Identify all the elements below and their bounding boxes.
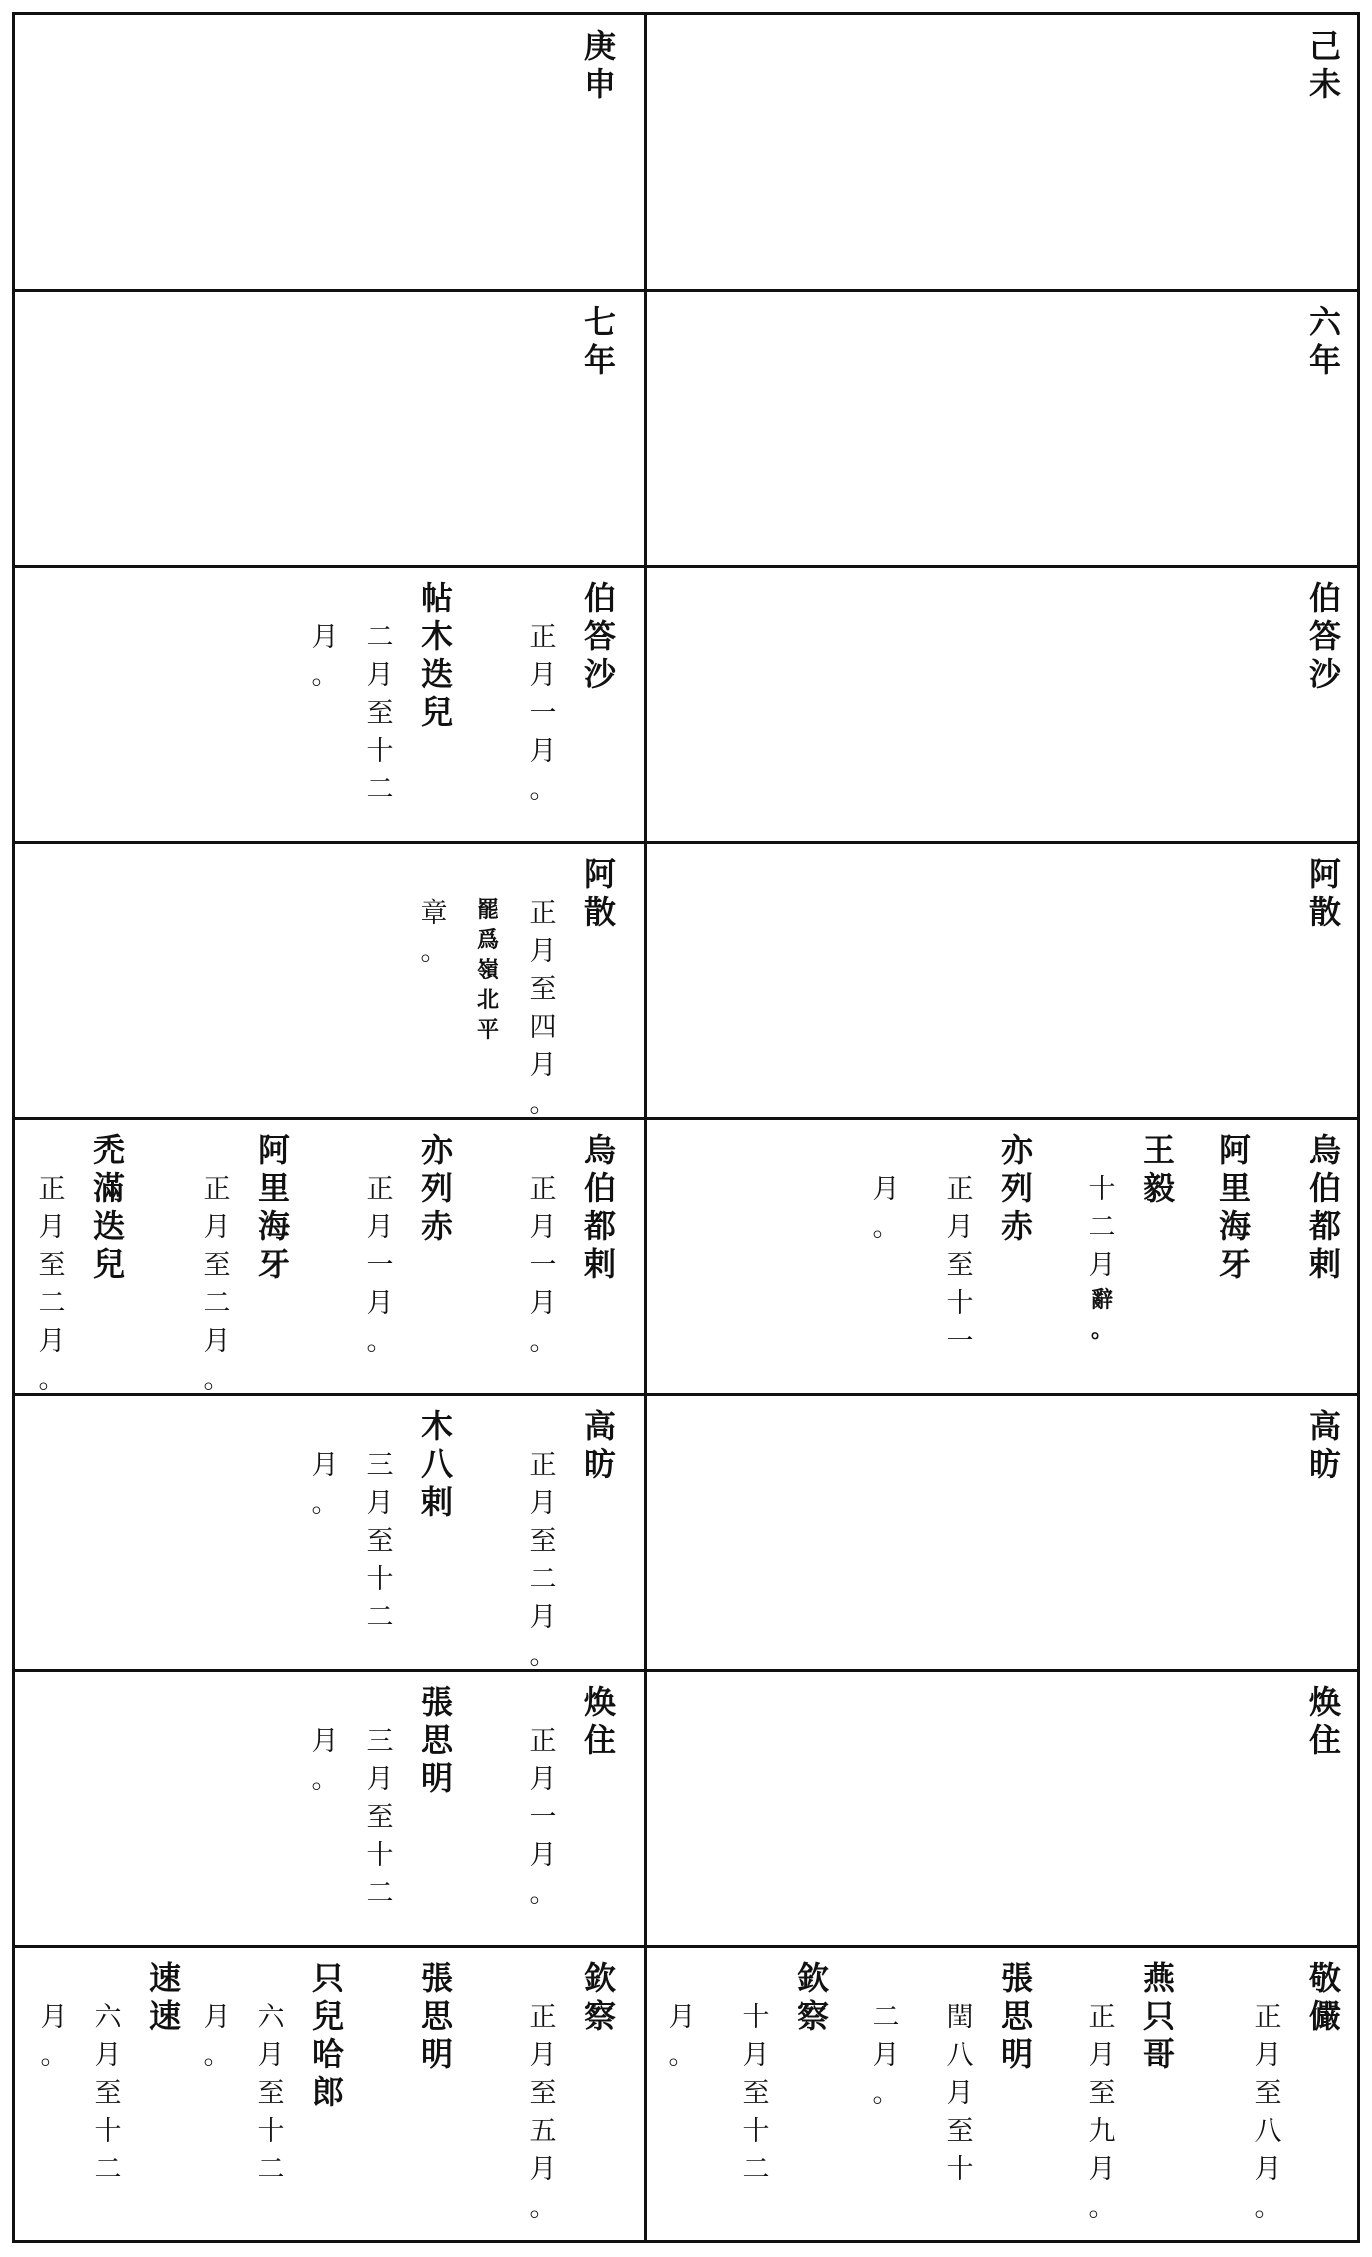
official-name: 伯 答 沙 (583, 579, 616, 693)
tenure-note: 月 。 (311, 1450, 339, 1519)
tenure-note: 正 月 至 十 一 (946, 1174, 974, 1357)
year-header: 庚 申 (583, 27, 616, 103)
tenure-note: 月 。 (668, 2002, 696, 2071)
tenure-note: 正 月 一 月 。 (529, 1726, 557, 1909)
official-name: 焕 住 (583, 1683, 616, 1759)
left-cell (15, 567, 644, 841)
right-cell (647, 1671, 1357, 1945)
year-header: 己 未 (1308, 27, 1341, 103)
official-name: 燕 只 哥 (1142, 1959, 1175, 2073)
tenure-note: 十 月 至 十 二 (742, 2002, 770, 2185)
right-cell (647, 843, 1357, 1117)
tenure-note: 正 月 至 九 月 。 (1088, 2002, 1116, 2221)
official-name: 高 昉 (1308, 1407, 1341, 1483)
tenure-note: 正 月 至 二 月 。 (38, 1174, 66, 1393)
official-name: 欽 察 (796, 1959, 829, 2035)
official-name: 亦 列 赤 (1000, 1131, 1033, 1245)
right-cell (647, 1947, 1357, 2221)
tenure-note: 月 。 (311, 1726, 339, 1795)
tenure-note: 章 。 (420, 898, 448, 967)
official-name: 王 毅 (1142, 1131, 1175, 1207)
official-name: 阿 散 (1308, 855, 1341, 931)
official-name: 只 兒 哈 郎 (311, 1959, 344, 2111)
right-cell (647, 567, 1357, 841)
tenure-note: 正 月 一 月 。 (366, 1174, 394, 1357)
left-cell (15, 1947, 644, 2221)
left-cell (15, 1119, 644, 1393)
official-name: 高 昉 (583, 1407, 616, 1483)
official-name: 焕 住 (1308, 1683, 1341, 1759)
official-name: 敬 儼 (1308, 1959, 1341, 2035)
official-name: 烏 伯 都 剌 (583, 1131, 616, 1283)
official-name: 木 八 剌 (420, 1407, 453, 1521)
left-cell (15, 843, 644, 1117)
right-cell (647, 15, 1357, 289)
tenure-note: 正 月 一 月 。 (529, 1174, 557, 1357)
official-name: 亦 列 赤 (420, 1131, 453, 1245)
tenure-note: 月 。 (40, 2002, 68, 2071)
official-name: 速 速 (148, 1959, 181, 2035)
left-cell (15, 15, 644, 289)
tenure-note: 六 月 至 十 二 (94, 2002, 122, 2185)
official-name: 禿 滿 迭 兒 (92, 1131, 125, 1283)
tenure-note: 二 月 。 (872, 2002, 900, 2109)
right-cell (647, 291, 1357, 565)
left-cell (15, 291, 644, 565)
tenure-note: 二 月 至 十 二 (366, 622, 394, 805)
official-name: 阿 里 海 牙 (257, 1131, 290, 1283)
official-name: 烏 伯 都 剌 (1308, 1131, 1341, 1283)
tenure-note: 月 。 (311, 622, 339, 691)
tenure-note: 月 。 (203, 2002, 231, 2071)
official-name: 欽 察 (583, 1959, 616, 2035)
official-name: 阿 散 (583, 855, 616, 931)
left-cell (15, 1671, 644, 1945)
tenure-note: 辭 。 (1090, 1287, 1113, 1343)
official-name: 阿 里 海 牙 (1218, 1131, 1251, 1283)
right-cell (647, 1395, 1357, 1669)
tenure-note: 正 月 至 四 月 。 (529, 898, 557, 1117)
official-name: 張 思 明 (1000, 1959, 1033, 2073)
tenure-note: 三 月 至 十 二 (366, 1726, 394, 1909)
tenure-note: 正 月 至 二 月 。 (203, 1174, 231, 1393)
tenure-note: 正 月 一 月 。 (529, 622, 557, 805)
tenure-note: 閏 八 月 至 十 (946, 2002, 974, 2185)
left-cell (15, 1395, 644, 1669)
tenure-note: 六 月 至 十 二 (257, 2002, 285, 2185)
tenure-note: 十 二 月 (1088, 1174, 1116, 1281)
tenure-note: 正 月 至 八 月 。 (1254, 2002, 1282, 2221)
official-name: 張 思 明 (420, 1683, 453, 1797)
chronological-table (12, 12, 1360, 2243)
year-header: 六 年 (1308, 303, 1341, 379)
tenure-note: 月 。 (872, 1174, 900, 1243)
right-cell (647, 1119, 1357, 1393)
tenure-note: 正 月 至 二 月 。 (529, 1450, 557, 1669)
official-name: 伯 答 沙 (1308, 579, 1341, 693)
tenure-note: 罷 爲 嶺 北 平 (476, 897, 499, 1043)
tenure-note: 三 月 至 十 二 (366, 1450, 394, 1633)
tenure-note: 正 月 至 五 月 。 (529, 2002, 557, 2221)
year-header: 七 年 (583, 303, 616, 379)
official-name: 張 思 明 (420, 1959, 453, 2073)
official-name: 帖 木 迭 兒 (420, 579, 453, 731)
